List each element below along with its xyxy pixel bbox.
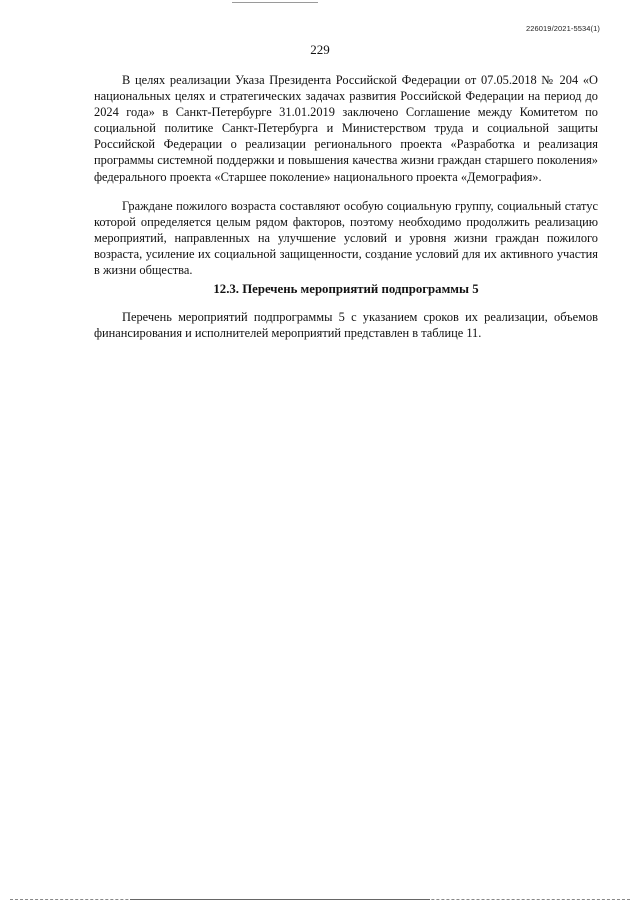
page-number: 229 <box>310 42 330 57</box>
paragraph-elderly-citizens <box>94 198 598 278</box>
paragraph-agreement <box>94 72 598 185</box>
paragraph-text: Перечень мероприятий подпрограммы 5 с указанием сроков их реализации, объемов финансирования и исполнителей мероприятий представлен в таблице 11. <box>94 310 598 341</box>
document-registration-number: 226019/2021-5534(1) <box>525 24 600 33</box>
paragraph-text: В целях реализации Указа Президента Российской Федерации от 07.05.2018 № 204 «О национальных целях и стратегических задачах развития Российской Федерации на период до 2024 года» в Санкт-Петербурге 31.01.2019 заключено Соглашение между Комитетом по социальной политике Санкт-Петербурга и Министерством труда и социальной защиты Российской Федерации о реализации регионального проекта «Разработка и реализация программы системной поддержки и повышения качества жизни граждан старшего поколения» федерального проекта «Старшее поколение» национального проекта «Демография». <box>94 73 598 184</box>
section-heading: 12.3. Перечень мероприятий подпрограммы 5 <box>213 282 479 296</box>
paragraph-measures-list <box>94 309 598 341</box>
paragraph-text: Граждане пожилого возраста составляют особую социальную группу, социальный статус которой определяется целым рядом факторов, поэтому необходимо продолжить реализацию мероприятий, направленных на улучшение условий и уровня жизни граждан пожилого возраста, усиление их социальной защищенности, создание условий для их активного участия в жизни общества. <box>94 199 598 278</box>
bottom-scan-rule-solid <box>130 899 430 900</box>
top-scan-rule <box>232 2 318 3</box>
